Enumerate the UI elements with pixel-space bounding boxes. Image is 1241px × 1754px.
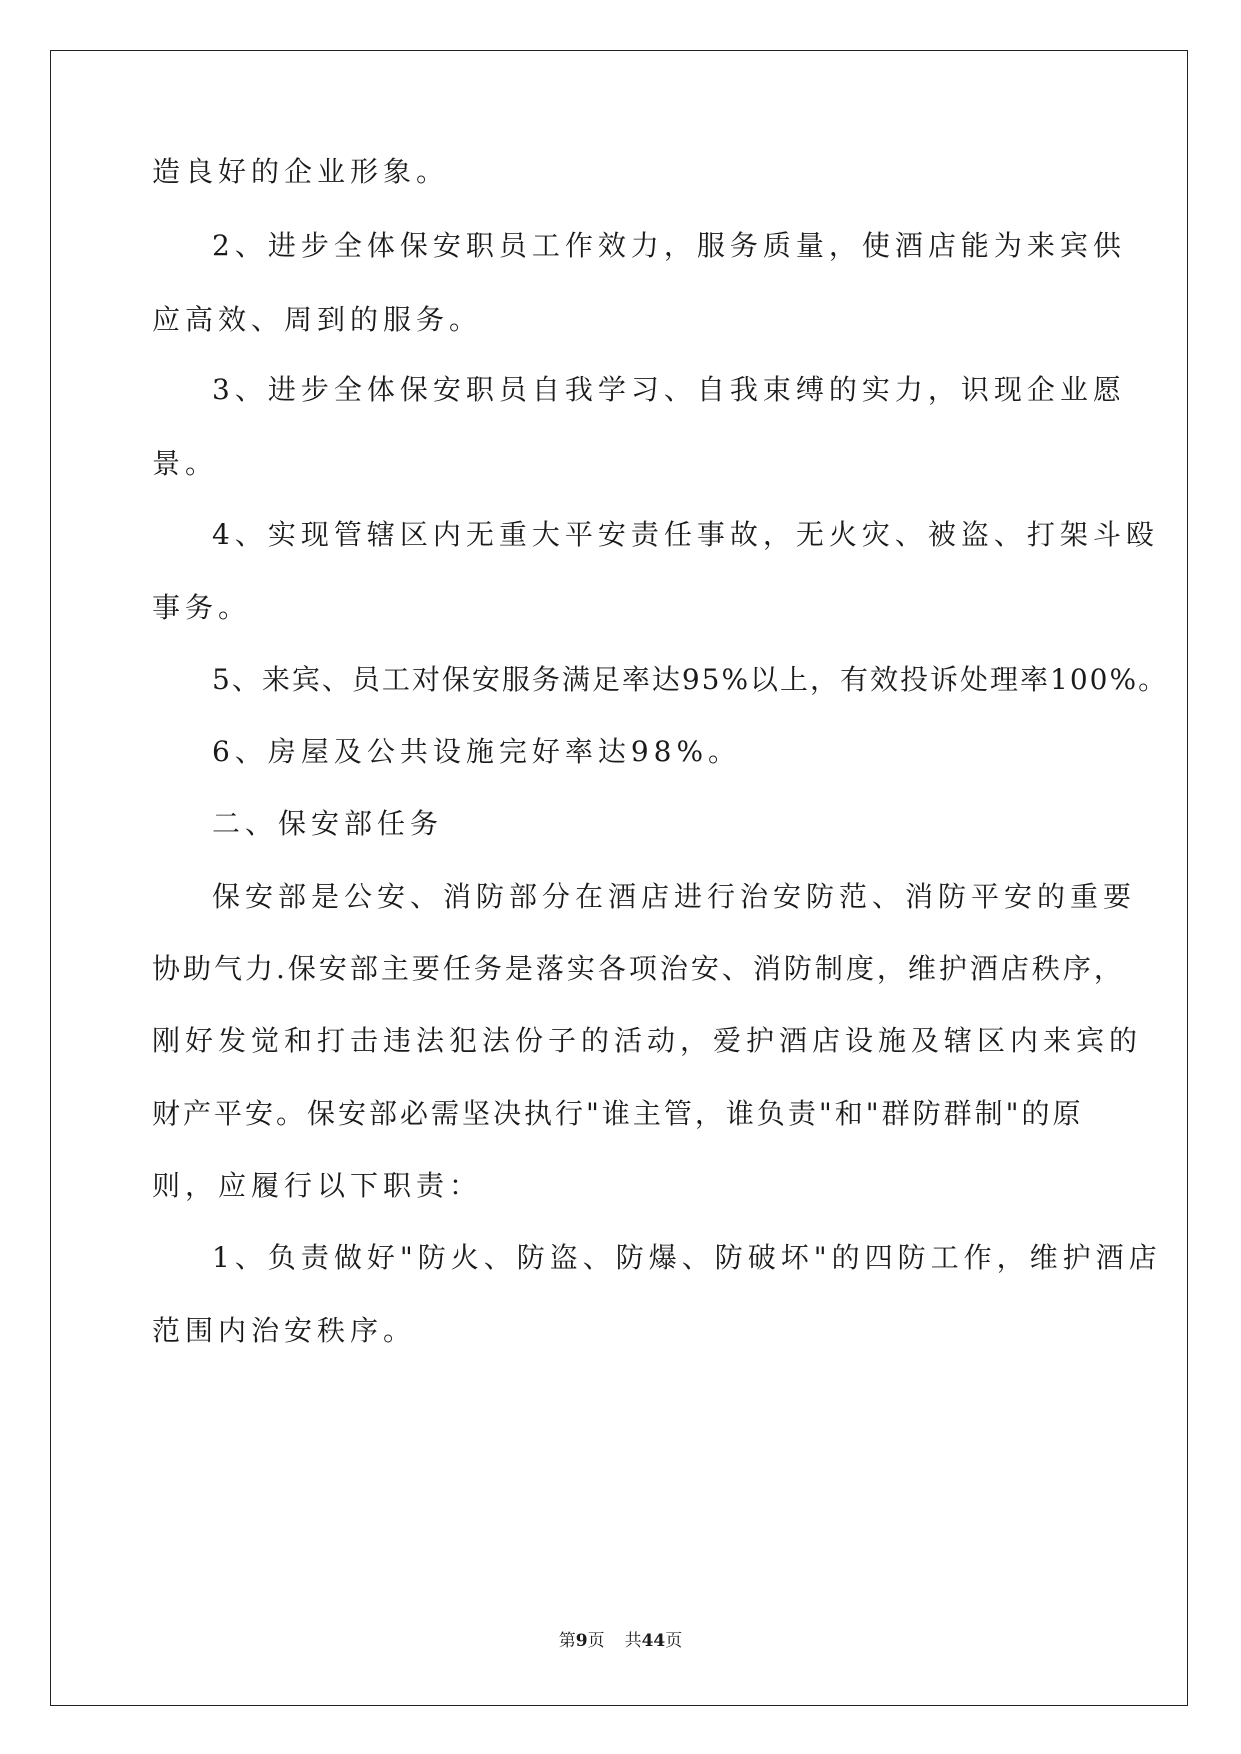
body-line: 刚好发觉和打击违法犯法份子的活动，爱护酒店设施及辖区内来宾的 [152, 1024, 1143, 1057]
current-page-number: 9 [575, 1631, 588, 1651]
footer-prefix: 第 [558, 1631, 576, 1651]
body-line: 应高效、周到的服务。 [152, 303, 483, 336]
page-footer [0, 1629, 1241, 1653]
body-line: 保安部是公安、消防部分在酒店进行治安防范、消防平安的重要 [212, 880, 1137, 913]
footer-total-suffix: 页 [665, 1631, 683, 1651]
footer-page-suffix: 页 [587, 1631, 605, 1651]
body-line: 2、进步全体保安职员工作效力，服务质量，使酒店能为来宾供 [212, 229, 1126, 262]
total-pages-number: 44 [641, 1631, 666, 1651]
body-line: 3、进步全体保安职员自我学习、自我束缚的实力，识现企业愿 [212, 373, 1126, 406]
body-line: 协助气力.保安部主要任务是落实各项治安、消防制度，维护酒店秩序， [152, 952, 1125, 985]
body-line: 事务。 [152, 591, 252, 624]
body-line: 4、实现管辖区内无重大平安责任事故，无火灾、被盗、打架斗殴 [212, 518, 1159, 551]
body-line: 则，应履行以下职责： [152, 1169, 483, 1202]
body-line: 6、房屋及公共设施完好率达98%。 [212, 735, 742, 768]
body-line: 景。 [152, 447, 219, 480]
body-line: 造良好的企业形象。 [152, 155, 450, 188]
body-line: 范围内治安秩序。 [152, 1314, 417, 1347]
body-line: 1、负责做好"防火、防盗、防爆、防破坏"的四防工作，维护酒店 [212, 1241, 1162, 1274]
body-line: 5、来宾、员工对保安服务满足率达95%以上，有效投诉处理率100%。 [212, 663, 1169, 696]
footer-total-prefix: 共 [624, 1631, 642, 1651]
section-heading: 二、保安部任务 [212, 807, 444, 840]
body-line: 财产平安。保安部必需坚决执行"谁主管，谁负责"和"群防群制"的原 [152, 1097, 1084, 1130]
